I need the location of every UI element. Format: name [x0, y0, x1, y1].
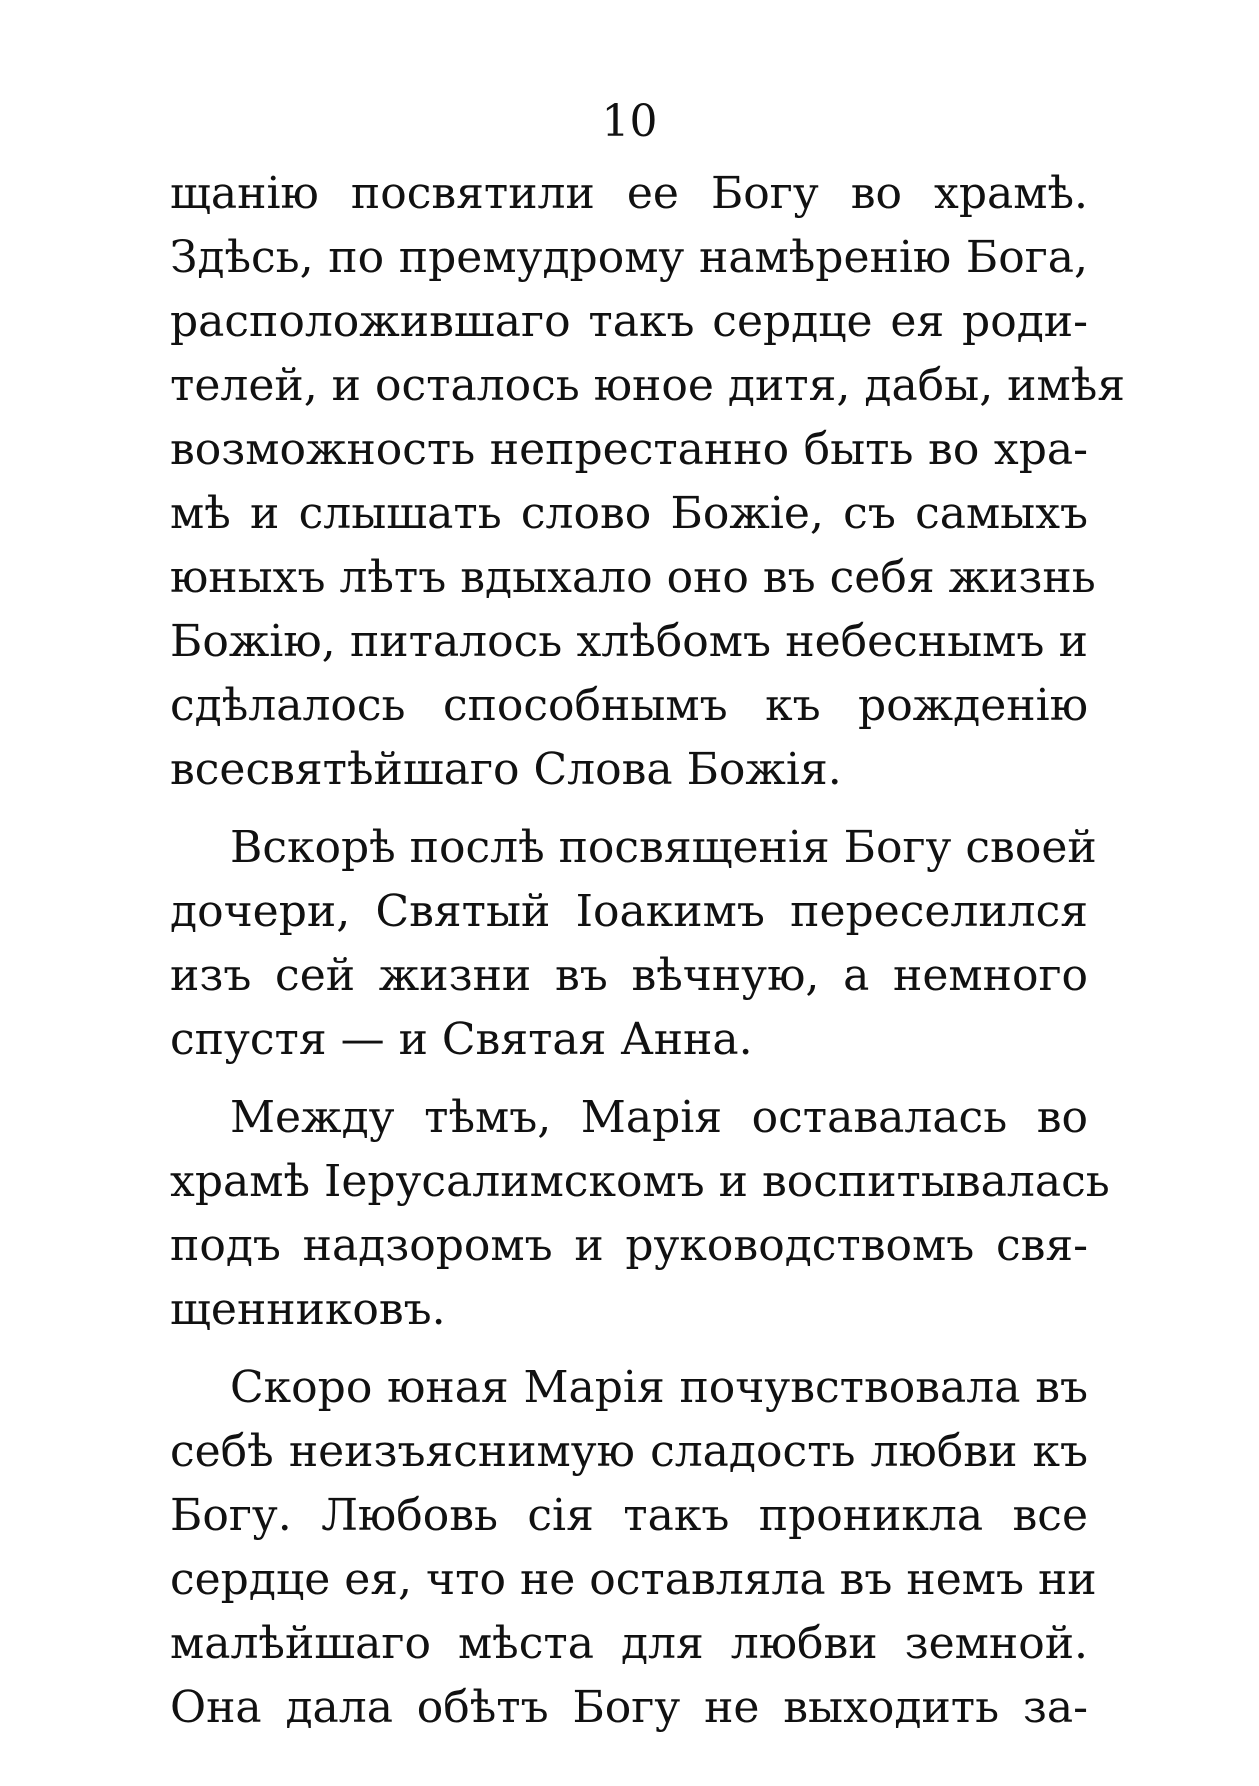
text-line: себѣ неизъяснимую сладость любви къ	[170, 1426, 1088, 1477]
text-line: Вскорѣ послѣ посвященія Богу своей	[230, 822, 1097, 873]
text-line: подъ надзоромъ и руководствомъ свя-	[170, 1220, 1088, 1271]
text-line: всесвятѣйшаго Слова Божія.	[170, 744, 842, 795]
text-line: спустя — и Святая Анна.	[170, 1014, 753, 1065]
text-line: изъ сей жизни въ вѣчную, а немного	[170, 950, 1088, 1001]
text-line: дочери, Святый Іоакимъ переселился	[170, 886, 1088, 937]
text-line: щенниковъ.	[170, 1284, 446, 1335]
text-line: телей, и осталось юное дитя, дабы, имѣя	[170, 360, 1126, 411]
paragraph-2	[170, 816, 1097, 1072]
text-line: щанію посвятили ее Богу во храмѣ.	[170, 168, 1088, 219]
text-line: Божію, питалось хлѣбомъ небеснымъ и	[170, 616, 1088, 667]
text-line: расположившаго такъ сердце ея роди-	[170, 296, 1088, 347]
paragraph-3	[170, 1086, 1110, 1342]
text-line: мѣ и слышать слово Божіе, съ самыхъ	[170, 488, 1088, 539]
text-line: Богу. Любовь сія такъ проникла все	[170, 1490, 1088, 1541]
text-line: малѣйшаго мѣста для любви земной.	[170, 1618, 1088, 1669]
text-line: Она дала обѣтъ Богу не выходить за-	[170, 1682, 1088, 1733]
text-line: Здѣсь, по премудрому намѣренію Бога,	[170, 232, 1088, 283]
page-number: 10	[601, 96, 658, 147]
text-line: храмѣ Іерусалимскомъ и воспитывалась	[170, 1156, 1110, 1207]
text-line: сдѣлалось способнымъ къ рожденію	[170, 680, 1088, 731]
paragraph-4	[170, 1356, 1097, 1740]
text-line: Скоро юная Марія почувствовала въ	[230, 1362, 1088, 1413]
text-line: возможность непрестанно быть во хра-	[170, 424, 1088, 475]
paragraph-1	[170, 162, 1126, 802]
paragraph-spacer	[170, 1342, 1088, 1356]
paragraph-spacer	[170, 802, 1088, 816]
paragraph-spacer	[170, 1072, 1088, 1086]
text-line: юныхъ лѣтъ вдыхало оно въ себя жизнь	[170, 552, 1096, 603]
text-line: Между тѣмъ, Марія оставалась во	[230, 1092, 1088, 1143]
text-line: сердце ея, что не оставляла въ немъ ни	[170, 1554, 1097, 1605]
page-text	[170, 162, 1126, 1740]
